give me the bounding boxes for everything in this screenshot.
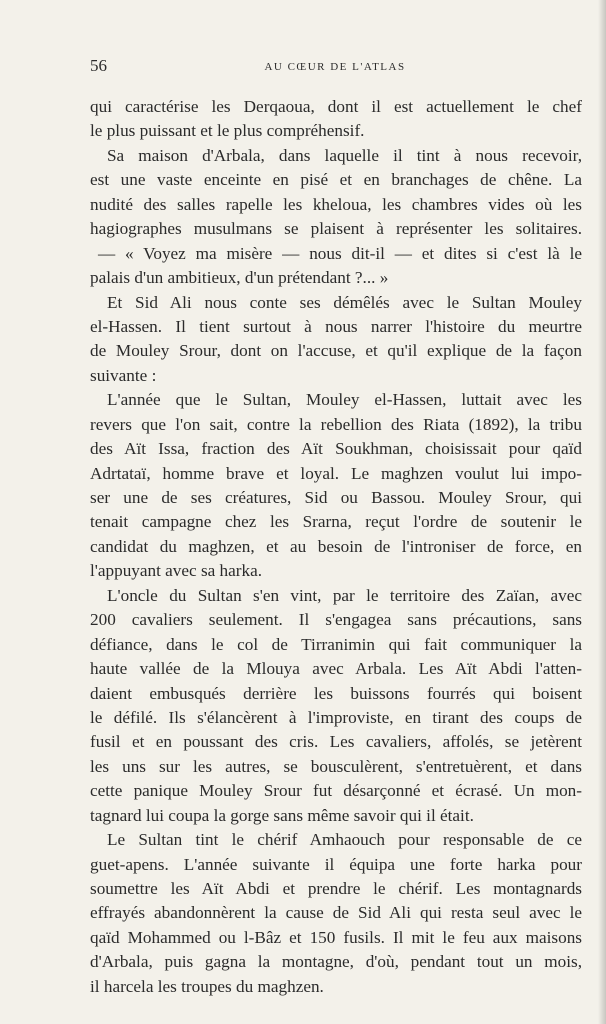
text-line: palais d'un ambitieux, d'un prétendant ?... »	[90, 268, 389, 288]
page-header	[90, 56, 580, 78]
text-line: de Mouley Srour, dont on l'accuse, et qu'il explique de la façon	[90, 341, 582, 361]
text-line: Le Sultan tint le chérif Amhaouch pour responsable de ce	[107, 830, 582, 850]
text-line: les uns sur les autres, se bousculèrent, s'entretuèrent, et dans	[90, 756, 582, 776]
text-line: haute vallée de la Mlouya avec Arbala. Les Aït Abdi l'atten-	[90, 659, 582, 679]
page-number: 56	[90, 56, 107, 75]
text-line: suivante :	[90, 365, 157, 385]
text-line: — « Voyez ma misère — nous dit-il — et dites si c'est là le	[98, 243, 582, 263]
text-line: el-Hassen. Il tient surtout à nous narrer l'histoire du meurtre	[90, 316, 582, 336]
text-line: candidat du maghzen, et au besoin de l'introniser de force, en	[90, 536, 582, 556]
text-line: Et Sid Ali nous conte ses démêlés avec le Sultan Mouley	[107, 292, 582, 312]
text-line: nudité des salles rapelle les kheloua, les chambres vides où les	[90, 194, 582, 214]
text-line: fusil et en poussant des cris. Les cavaliers, affolés, se jetèrent	[90, 732, 582, 752]
text-line: cette panique Mouley Srour fut désarçonné et écrasé. Un mon-	[90, 781, 582, 801]
running-head: AU CŒUR DE L'ATLAS	[264, 61, 406, 73]
text-line: tagnard lui coupa la gorge sans même savoir qui il était.	[90, 805, 474, 825]
text-line: effrayés abandonnèrent la cause de Sid Ali qui resta seul avec le	[90, 903, 582, 923]
text-line: défiance, dans le col de Tirranimin qui fait communiquer la	[90, 634, 582, 654]
text-line: revers que l'on sait, contre la rebellion des Riata (1892), la tribu	[90, 414, 582, 434]
text-line: 200 cavaliers seulement. Il s'engagea sans précautions, sans	[90, 610, 582, 630]
body-text	[90, 95, 582, 999]
text-line: guet-apens. L'année suivante il équipa une forte harka pour	[90, 854, 582, 874]
text-line: qui caractérise les Derqaoua, dont il est actuellement le chef	[90, 97, 582, 116]
text-line: l'appuyant avec sa harka.	[90, 561, 263, 581]
page-edge-shadow	[598, 0, 606, 1024]
text-line: d'Arbala, puis gagna la montagne, d'où, pendant tout un mois,	[90, 952, 582, 972]
text-line: tenait campagne chez les Srarna, reçut l'ordre de soutenir le	[90, 512, 582, 532]
text-line: le plus puissant et le plus compréhensif.	[90, 121, 365, 141]
text-line: qaïd Mohammed ou l-Bâz et 150 fusils. Il mit le feu aux maisons	[90, 927, 582, 947]
text-line: daient embusqués derrière les buissons fourrés qui boisent	[90, 683, 582, 703]
text-line: Sa maison d'Arbala, dans laquelle il tint à nous recevoir,	[107, 145, 582, 165]
text-line: hagiographes musulmans se plaisent à représenter les solitaires.	[90, 219, 582, 239]
text-line: il harcela les troupes du maghzen.	[90, 976, 324, 996]
text-line: ser une de ses créatures, Sid ou Bassou. Mouley Srour, qui	[90, 488, 582, 507]
text-line: Adrtataï, homme brave et loyal. Le maghzen voulut lui impo-	[90, 463, 582, 483]
text-line: des Aït Issa, fraction des Aït Soukhman, choisissait pour qaïd	[90, 439, 582, 459]
text-line: L'oncle du Sultan s'en vint, par le territoire des Zaïan, avec	[107, 585, 582, 605]
text-line: le défilé. Ils s'élancèrent à l'improviste, en tirant des coups de	[90, 707, 582, 727]
text-line: est une vaste enceinte en pisé et en branchages de chêne. La	[90, 170, 582, 190]
text-line: soumettre les Aït Abdi et prendre le chérif. Les montagnards	[90, 879, 582, 898]
text-line: L'année que le Sultan, Mouley el-Hassen, luttait avec les	[107, 390, 582, 410]
